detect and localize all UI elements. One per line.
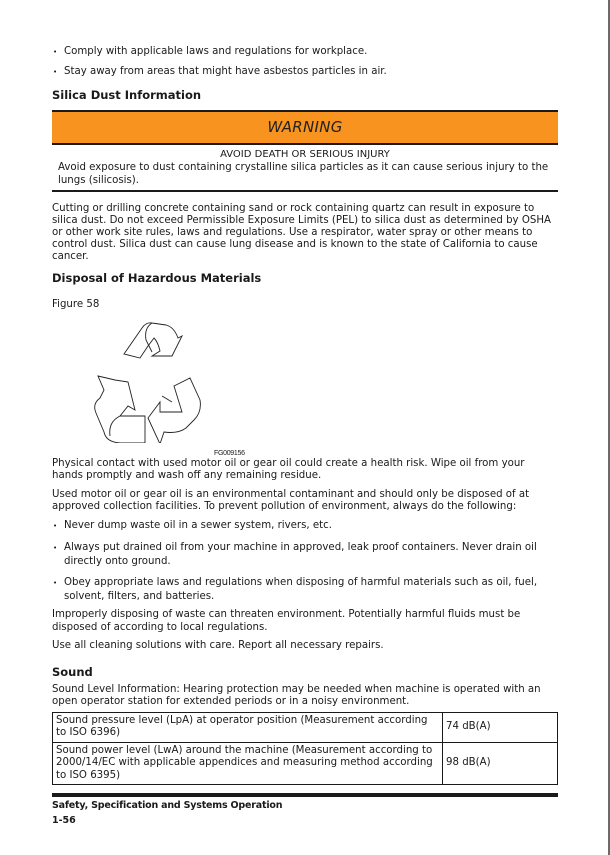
list-item: • Comply with applicable laws and regulations for workplace. [52,46,558,59]
warning-banner [52,112,558,145]
warning-subtitle: AVOID DEATH OR SERIOUS INJURY [220,149,390,160]
section-heading-silica: Silica Dust Information [52,88,202,102]
table-row [53,712,558,742]
section-heading-disposal: Disposal of Hazardous Materials [52,271,262,285]
table-row [53,742,558,785]
page-number: 1-56 [52,815,76,826]
disposal-paragraph: Use all cleaning solutions with care. Report all necessary repairs. [52,640,384,651]
list-item: • Always put drained oil from your machine in approved, leak proof containers. Never drain oil directly onto ground. [52,541,558,569]
list-item: • Never dump waste oil in a sewer system, rivers, etc. [52,520,558,533]
disposal-paragraph: Physical contact with used motor oil or gear oil could create a health risk. Wipe oil from your hands promptly and wash off any remaining residue. [52,457,525,481]
footer-title: Safety, Specification and Systems Operation [52,800,283,811]
disposal-paragraph: Used motor oil or gear oil is an environmental contaminant and should only be disposed of at approved collection facilities. To prevent pollution of environment, always do the following: [52,488,530,512]
figure-id: FG009156 [214,449,245,457]
list-item: • Stay away from areas that might have asbestos particles in air. [52,66,558,79]
figure-label: Figure 58 [52,299,100,310]
warning-body: Avoid exposure to dust containing crystalline silica particles as it can cause serious injury to the lungs (silicosis). [58,162,549,186]
page-content [52,46,558,785]
table-cell-label: Sound pressure level (LpA) at operator position (Measurement according to ISO 6396) [53,712,443,742]
footer-rule [52,793,558,797]
recycle-icon [90,318,210,443]
disposal-paragraph: Improperly disposing of waste can threaten environment. Potentially harmful fluids must be disposed of according to local regulations. [52,609,521,633]
silica-paragraph: Cutting or drilling concrete containing sand or rock containing quartz can result in exposure to silica dust. Do not exceed Permissible Exposure Limits (PEL) to silica dust as determined by OSHA or other work site rules, laws and regulations. Use a respirator, water spray or other means to control dust. Silica dust can cause lung disease and is known to the state of California to cause cancer. [52,203,551,262]
table-cell-value: 98 dB(A) [443,742,558,785]
list-item: • Obey appropriate laws and regulations when disposing of harmful materials such as oil, fuel, solvent, filters, and batteries. [52,576,558,604]
sound-level-table [52,712,558,786]
warning-title: WARNING [267,118,343,137]
warning-box [52,110,558,192]
section-heading-sound: Sound [52,664,93,679]
figure-58 [52,318,558,457]
table-cell-label: Sound power level (LwA) around the machine (Measurement according to 2000/14/EC with applicable appendices and measuring method according to ISO 6395) [53,742,443,785]
table-cell-value: 74 dB(A) [443,712,558,742]
sound-intro: Sound Level Information: Hearing protection may be needed when machine is operated with an open operator station for extended periods or in a noisy environment. [52,683,541,707]
